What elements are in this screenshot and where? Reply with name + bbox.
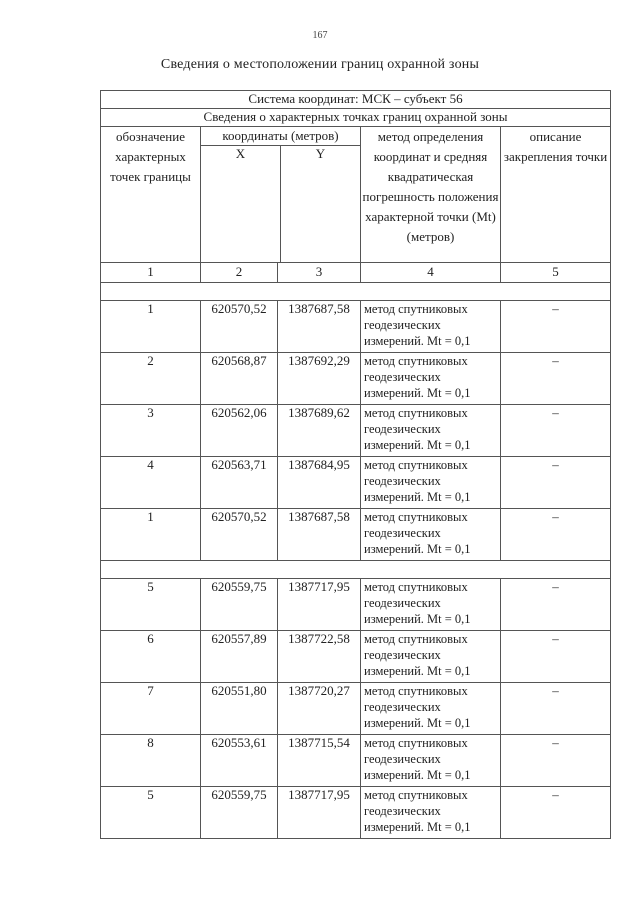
header-description: описание закрепления точки — [501, 127, 611, 263]
coordinate-x: 620568,87 — [201, 353, 278, 405]
header-y: Y — [280, 146, 360, 262]
header-coordinates-group — [201, 127, 361, 263]
boundary-points-table — [100, 90, 611, 839]
fixing-description: – — [501, 735, 611, 787]
point-designation: 5 — [101, 787, 201, 839]
column-numbers-row — [101, 263, 611, 283]
coordinate-y: 1387720,27 — [278, 683, 361, 735]
coordinate-y: 1387684,95 — [278, 457, 361, 509]
coordinate-x: 620570,52 — [201, 509, 278, 561]
document-title: Сведения о местоположении границ охранной зоны — [160, 57, 480, 72]
table-row — [101, 301, 611, 353]
method-cell: метод спутниковых геодезических измерений. Mt = 0,1 — [361, 579, 501, 631]
coordinate-y: 1387689,62 — [278, 405, 361, 457]
coordinate-x: 620557,89 — [201, 631, 278, 683]
coordinate-x: 620551,80 — [201, 683, 278, 735]
point-designation: 7 — [101, 683, 201, 735]
method-cell: метод спутниковых геодезических измерений. Mt = 0,1 — [361, 457, 501, 509]
point-designation: 2 — [101, 353, 201, 405]
column-number: 5 — [501, 263, 611, 283]
fixing-description: – — [501, 301, 611, 353]
table-row — [101, 457, 611, 509]
point-designation: 6 — [101, 631, 201, 683]
coordinate-x: 620563,71 — [201, 457, 278, 509]
header-method: метод определения координат и средняя квадратическая погрешность положения характерной точки (Mt) (метров) — [361, 127, 501, 263]
point-designation: 3 — [101, 405, 201, 457]
table-row — [101, 353, 611, 405]
method-cell: метод спутниковых геодезических измерений. Mt = 0,1 — [361, 683, 501, 735]
column-number: 1 — [101, 263, 201, 283]
fixing-description: – — [501, 509, 611, 561]
coordinate-x: 620562,06 — [201, 405, 278, 457]
fixing-description: – — [501, 457, 611, 509]
method-cell: метод спутниковых геодезических измерений. Mt = 0,1 — [361, 509, 501, 561]
table-row — [101, 509, 611, 561]
coordinate-x: 620553,61 — [201, 735, 278, 787]
group-separator — [101, 561, 611, 579]
group-separator — [101, 283, 611, 301]
coordinate-y: 1387687,58 — [278, 509, 361, 561]
coordinate-y: 1387715,54 — [278, 735, 361, 787]
method-cell: метод спутниковых геодезических измерений. Mt = 0,1 — [361, 353, 501, 405]
coordinate-x: 620559,75 — [201, 787, 278, 839]
fixing-description: – — [501, 683, 611, 735]
fixing-description: – — [501, 787, 611, 839]
table-row — [101, 787, 611, 839]
table-row — [101, 579, 611, 631]
column-number: 4 — [361, 263, 501, 283]
coordinate-y: 1387687,58 — [278, 301, 361, 353]
method-cell: метод спутниковых геодезических измерений. Mt = 0,1 — [361, 735, 501, 787]
fixing-description: – — [501, 353, 611, 405]
group-separator-row — [101, 283, 611, 301]
table-row — [101, 405, 611, 457]
coordinate-y: 1387692,29 — [278, 353, 361, 405]
point-designation: 1 — [101, 509, 201, 561]
point-designation: 5 — [101, 579, 201, 631]
page-number: 167 — [312, 30, 328, 41]
group-separator-row — [101, 561, 611, 579]
header-coordinates-label: координаты (метров) — [201, 127, 360, 146]
header-point-designation: обозначение характерных точек границы — [101, 127, 201, 263]
column-number: 2 — [201, 263, 278, 283]
method-cell: метод спутниковых геодезических измерений. Mt = 0,1 — [361, 787, 501, 839]
method-cell: метод спутниковых геодезических измерений. Mt = 0,1 — [361, 631, 501, 683]
point-designation: 1 — [101, 301, 201, 353]
coordinate-system-label: Система координат: МСК – субъект 56 — [101, 91, 611, 109]
method-cell: метод спутниковых геодезических измерений. Mt = 0,1 — [361, 301, 501, 353]
coordinate-y: 1387717,95 — [278, 787, 361, 839]
section-label: Сведения о характерных точках границ охранной зоны — [101, 109, 611, 127]
table-row — [101, 683, 611, 735]
header-x: X — [235, 146, 246, 161]
point-designation: 8 — [101, 735, 201, 787]
table-row — [101, 735, 611, 787]
coordinate-x: 620559,75 — [201, 579, 278, 631]
method-cell: метод спутниковых геодезических измерений. Mt = 0,1 — [361, 405, 501, 457]
coordinate-y: 1387717,95 — [278, 579, 361, 631]
coordinate-x: 620570,52 — [201, 301, 278, 353]
fixing-description: – — [501, 579, 611, 631]
fixing-description: – — [501, 631, 611, 683]
column-number: 3 — [278, 263, 361, 283]
table-row — [101, 631, 611, 683]
point-designation: 4 — [101, 457, 201, 509]
fixing-description: – — [501, 405, 611, 457]
coordinate-y: 1387722,58 — [278, 631, 361, 683]
